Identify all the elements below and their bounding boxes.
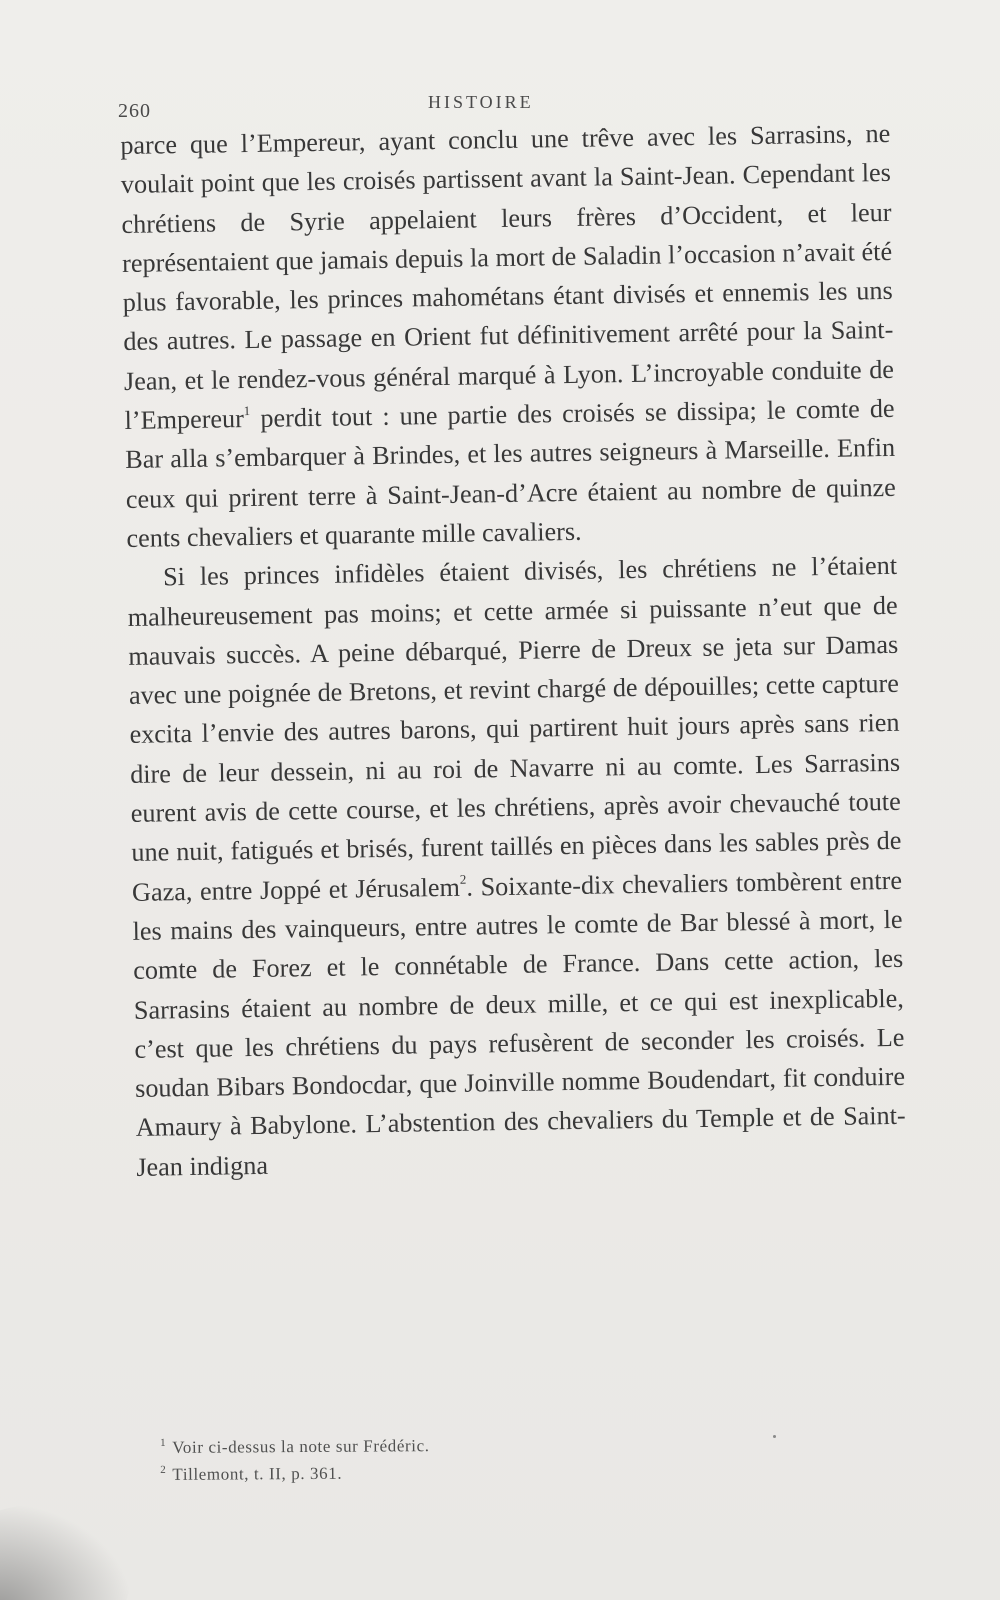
- paragraph: [127, 546, 907, 1187]
- text-segment: parce que l’Empereur, ayant conclu une trêve avec les Sarrasins, ne voulait point que les croisés partissent avant la Saint-Jean. Cependant les chrétiens de Syrie appelaient leurs frères d’Occident, et leur représentaient que jamais depuis la mort de Saladin l’occasion n’avait été plus favorable, les princes mahométans étant divisés et ennemis les uns des autres. Le passage en Orient fut définitivement arrêté pour la Saint-Jean, et le rendez-vous général marqué à Lyon. L’incroyable conduite de l’Empereur: [120, 118, 895, 436]
- paper-speck: [773, 1435, 776, 1438]
- footnote-text: Voir ci-dessus la note sur Frédéric.: [172, 1436, 430, 1457]
- footnote: [160, 1430, 760, 1461]
- page-number: 260: [118, 100, 151, 122]
- footnotes: [160, 1430, 760, 1488]
- footnote-text: Tillemont, t. II, p. 361.: [172, 1463, 343, 1484]
- footnote: [160, 1457, 760, 1488]
- footnote-mark: 1: [160, 1437, 167, 1450]
- body-text: [120, 114, 907, 1187]
- paragraph: [120, 114, 897, 558]
- running-head: HISTOIRE: [428, 92, 534, 112]
- footnote-reference: 1: [243, 403, 251, 419]
- footnote-reference: 2: [459, 871, 467, 887]
- page-corner-shadow: [0, 1505, 130, 1600]
- text-segment: Si les princes infidèles étaient divisés, les chrétiens ne l’étaient malheureusement pas moins; et cette armée si puissante n’eut que de mauvais succès. A peine débarqué, Pierre de Dreux se jeta sur Damas avec une poignée de Bretons, et revint chargé de dépouilles; cette capture excita l’envie des autres barons, qui partirent huit jours après sans rien dire de leur dessein, ni au roi de Navarre ni au comte. Les Sarrasins eurent avis de cette course, et les chrétiens, après avoir chevauché toute une nuit, fatigués et brisés, furent taillés en pièces dans les sables près de Gaza, entre Joppé et Jérusalem: [127, 551, 902, 907]
- text-segment: perdit tout : une partie des croisés se dissipa; le comte de Bar alla s’embarquer à Brindes, et les autres seigneurs à Marseille. Enfin ceux qui prirent terre à Saint-Jean-d’Acre étaient au nombre de quinze cents chevaliers et quarante mille cavaliers.: [125, 393, 896, 553]
- text-segment: . Soixante-dix chevaliers tombèrent entre les mains des vainqueurs, entre autres le comte de Bar blessé à mort, le comte de Forez et le connétable de France. Dans cette action, les Sarrasins étaient au nombre de deux mille, et ce qui est inexplicable, c’est que les chrétiens du pays refusèrent de seconder les croisés. Le soudan Bibars Bondocdar, que Joinville nomme Boudendart, fit conduire Amaury à Babylone. L’abstention des chevaliers du Temple et de Saint-Jean indigna: [132, 865, 906, 1182]
- footnote-mark: 2: [160, 1464, 167, 1477]
